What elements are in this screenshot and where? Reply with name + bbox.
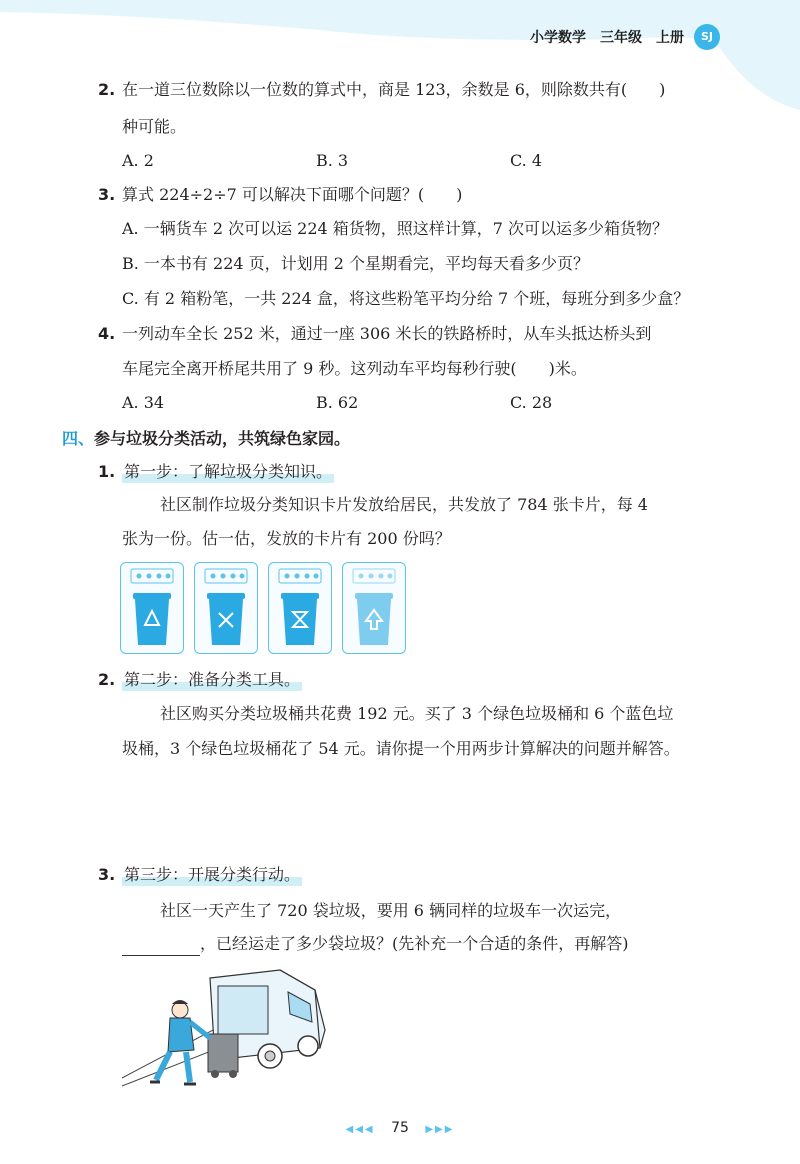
section-heading (62, 426, 350, 449)
header-volume: 上册 (656, 30, 684, 46)
hazardous-bin-card (194, 562, 258, 654)
step3-title: 第三步：开展分类行动。 (124, 865, 301, 884)
other-bin-card (342, 562, 406, 654)
q4-option-a: A. 34 (122, 393, 165, 412)
step2-line1: 社区购买分类垃圾桶共花费 192 元。买了 3 个绿色垃圾桶和 6 个蓝色垃 (160, 704, 674, 723)
step3-number: 3. (98, 865, 116, 884)
q2-line1: 在一道三位数除以一位数的算式中，商是 123，余数是 6，则除数共有( ) (122, 80, 666, 99)
step2-line2: 圾桶，3 个绿色垃圾桶花了 54 元。请你提一个用两步计算解决的问题并解答。 (122, 739, 680, 758)
q3-option-b: B. 一本书有 224 页，计划用 2 个星期看完，平均每天看多少页？ (122, 254, 589, 273)
header-subject: 小学数学 (530, 30, 586, 46)
step1-line2: 张为一份。估一估，发放的卡片有 200 份吗？ (122, 529, 451, 548)
q2-option-b: B. 3 (316, 151, 349, 170)
step3-line1: 社区一天产生了 720 袋垃圾，要用 6 辆同样的垃圾车一次运完， (160, 901, 622, 920)
step1-line1: 社区制作垃圾分类知识卡片发放给居民，共发放了 784 张卡片，每 4 (160, 495, 648, 514)
q2-line2: 种可能。 (122, 117, 187, 136)
q3-number: 3. (98, 185, 116, 204)
step1-title: 第一步：了解垃圾分类知识。 (124, 462, 333, 481)
step3-line2: ，已经运走了多少袋垃圾？(先补充一个合适的条件，再解答) (200, 934, 629, 953)
page-number: 75 (391, 1120, 409, 1136)
q3-option-c: C. 有 2 箱粉笔，一共 224 盒，将这些粉笔平均分给 7 个班，每班分到多少盒？ (122, 289, 690, 308)
q2-option-c: C. 4 (510, 151, 543, 170)
q3-option-a: A. 一辆货车 2 次可以运 224 箱货物，照这样计算，7 次可以运多少箱货物？ (122, 219, 669, 238)
section-number: 四、 (62, 429, 95, 448)
header-corner-decoration (0, 0, 800, 130)
step2-number: 2. (98, 670, 116, 689)
garbage-bin-cards (120, 562, 416, 654)
page-footer (0, 1120, 800, 1136)
garbage-truck-illustration (120, 960, 340, 1090)
header-grade: 三年级 (600, 30, 642, 46)
condition-blank[interactable] (122, 955, 200, 956)
step1-number: 1. (98, 462, 116, 481)
q4-option-b: B. 62 (316, 393, 359, 412)
q4-line2: 车尾完全离开桥尾共用了 9 秒。这列动车平均每秒行驶( )米。 (122, 359, 587, 378)
recyclable-bin-card (120, 562, 184, 654)
right-arrows-icon: ▶▶▶ (425, 1124, 455, 1135)
kitchen-bin-card (268, 562, 332, 654)
section-title: 参与垃圾分类活动，共筑绿色家园。 (94, 429, 351, 448)
q2-option-a: A. 2 (122, 151, 154, 170)
q4-line1: 一列动车全长 252 米，通过一座 306 米长的铁路桥时，从车头抵达桥头到 (122, 324, 652, 343)
q4-number: 4. (98, 324, 116, 343)
q3-stem: 算式 224÷2÷7 可以解决下面哪个问题？( ) (122, 185, 463, 204)
q4-option-c: C. 28 (510, 393, 553, 412)
q2-number: 2. (98, 80, 116, 99)
step2-title: 第二步：准备分类工具。 (124, 670, 301, 689)
left-arrows-icon: ◀◀◀ (345, 1124, 375, 1135)
page-header (516, 24, 720, 50)
edition-badge: SJ (694, 24, 720, 50)
